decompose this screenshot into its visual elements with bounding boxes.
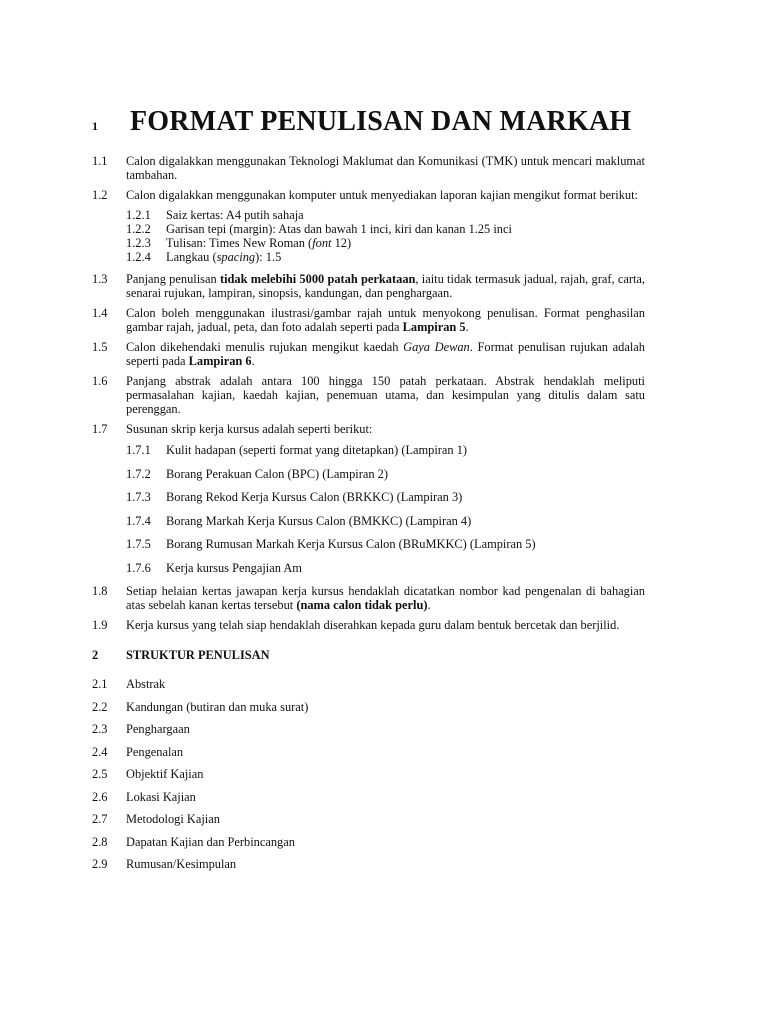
item-number: 2.4 (92, 744, 108, 759)
item-text: Calon digalakkan menggunakan komputer untuk menyediakan laporan kajian mengikut format berikut: (126, 188, 639, 202)
subitem-text: Borang Markah Kerja Kursus Calon (BMKKC) (Lampiran 4) (166, 513, 472, 528)
section-1-items (92, 154, 692, 632)
section-2-heading (92, 648, 692, 663)
subitem-text: Borang Rekod Kerja Kursus Calon (BRKKC) (Lampiran 3) (166, 490, 463, 504)
item-number: 2.6 (92, 789, 108, 804)
section-1-title: FORMAT PENULISAN DAN MARKAH (130, 106, 632, 137)
item-text-part: . Format penulisan rujukan adalah seperti pada (126, 340, 645, 368)
item-number: 1.2 (92, 188, 108, 202)
item-number: 2.2 (92, 699, 108, 714)
item-text-part: . (251, 354, 255, 368)
subitem-1-2-2 (126, 222, 692, 236)
sublist-1-7 (126, 443, 692, 575)
item-1-7 (92, 422, 692, 436)
subitem-text (166, 250, 281, 264)
subitem-text-part: ): 1.5 (255, 250, 282, 264)
item-number: 2.3 (92, 722, 108, 736)
section-2-items (92, 677, 692, 871)
item-number: 2.8 (92, 834, 108, 849)
item-text: Pengenalan (126, 744, 184, 759)
item-number: 1.8 (92, 584, 108, 598)
item-text: Calon digalakkan menggunakan Teknologi Maklumat dan Komunikasi (TMK) untuk mencari maklumat tambahan. (126, 154, 645, 182)
subitem-1-2-4 (126, 250, 692, 264)
subitem-number: 1.2.1 (126, 208, 151, 222)
sublist-1-2 (126, 208, 692, 264)
subitem-text: Borang Perakuan Calon (BPC) (Lampiran 2) (166, 466, 388, 481)
section-1-heading (92, 106, 692, 138)
item-text: Lokasi Kajian (126, 789, 196, 804)
subitem-1-7-4 (126, 514, 692, 528)
item-2-5 (92, 767, 692, 781)
item-text-part: Setiap helaian kertas jawapan kerja kursus hendaklah dicatatkan nombor kad pengenalan di bahagian atas sebelah kanan kertas tersebut (126, 584, 645, 612)
subitem-text: Saiz kertas: A4 putih sahaja (166, 208, 304, 222)
item-number: 2.7 (92, 812, 108, 826)
item-text-part: , iaitu tidak termasuk jadual, rajah, graf, carta, senarai rujukan, lampiran, sinopsis, kandungan, dan penghargaan. (126, 272, 645, 300)
item-number: 1.1 (92, 154, 108, 168)
subitem-number: 1.7.6 (126, 560, 151, 575)
item-text (126, 584, 645, 612)
item-text-bold: Lampiran 6 (188, 354, 252, 368)
subitem-1-2-1 (126, 208, 692, 222)
item-text: Kandungan (butiran dan muka surat) (126, 699, 309, 714)
item-text: Metodologi Kajian (126, 812, 220, 826)
subitem-number: 1.7.4 (126, 513, 151, 528)
item-1-9 (92, 618, 692, 632)
subitem-text-italic: spacing (216, 250, 256, 264)
item-1-2 (92, 188, 692, 202)
subitem-number: 1.2.2 (126, 222, 151, 236)
item-1-3 (92, 272, 692, 300)
subitem-text-part: 12) (331, 236, 352, 250)
item-text (126, 306, 645, 334)
item-number: 2.5 (92, 767, 108, 781)
item-2-6 (92, 790, 692, 804)
section-1-number: 1 (92, 119, 98, 133)
section-2-title: STRUKTUR PENULISAN (126, 648, 270, 662)
subitem-text: Kerja kursus Pengajian Am (166, 560, 302, 575)
subitem-number: 1.2.3 (126, 236, 151, 250)
section-2-number: 2 (92, 648, 99, 662)
item-number: 1.9 (92, 618, 108, 632)
item-text-bold: Lampiran 5 (402, 320, 466, 334)
item-1-5 (92, 340, 692, 368)
subitem-text: Borang Rumusan Markah Kerja Kursus Calon (BRuMKKC) (Lampiran 5) (166, 537, 536, 551)
subitem-text-part: Langkau ( (166, 250, 217, 264)
item-1-6 (92, 374, 692, 416)
subitem-1-7-2 (126, 467, 692, 481)
subitem-text-italic: font (312, 236, 332, 250)
item-text: Dapatan Kajian dan Perbincangan (126, 834, 295, 849)
item-text-part: Calon dikehendaki menulis rujukan mengikut kaedah (126, 340, 404, 354)
item-text: Penghargaan (126, 722, 190, 736)
item-number: 1.4 (92, 306, 108, 320)
item-number: 2.9 (92, 857, 108, 871)
item-number: 1.3 (92, 272, 108, 286)
item-text-bold: (nama calon tidak perlu) (296, 598, 428, 612)
subitem-1-7-6 (126, 561, 692, 575)
item-2-8 (92, 835, 692, 849)
item-2-4 (92, 745, 692, 759)
subitem-1-7-3 (126, 490, 692, 504)
item-text: Susunan skrip kerja kursus adalah seperti berikut: (126, 422, 373, 436)
item-text-bold: tidak melebihi 5000 patah perkataan (219, 272, 416, 286)
item-number: 1.5 (92, 340, 108, 354)
item-text (126, 272, 645, 300)
item-1-1 (92, 154, 692, 182)
item-number: 1.7 (92, 422, 108, 436)
subitem-number: 1.7.3 (126, 490, 151, 504)
item-2-2 (92, 700, 692, 714)
subitem-number: 1.7.1 (126, 443, 151, 457)
item-text-italic: Gaya Dewan (403, 340, 470, 354)
item-text-part: . (465, 320, 469, 334)
subitem-text-part: Tulisan: Times New Roman ( (166, 236, 313, 250)
item-2-3 (92, 722, 692, 736)
item-1-8 (92, 584, 692, 612)
subitem-text: Garisan tepi (margin): Atas dan bawah 1 inci, kiri dan kanan 1.25 inci (166, 222, 512, 236)
section-1 (92, 106, 692, 880)
subitem-text: Kulit hadapan (seperti format yang ditetapkan) (Lampiran 1) (166, 443, 468, 457)
item-text: Objektif Kajian (126, 767, 204, 781)
subitem-number: 1.7.5 (126, 537, 151, 551)
item-text: Rumusan/Kesimpulan (126, 857, 237, 871)
item-text-part: . (427, 598, 431, 612)
item-text (126, 340, 645, 368)
item-text-part: Panjang penulisan (126, 272, 220, 286)
subitem-1-2-3 (126, 236, 692, 250)
subitem-text (166, 236, 351, 250)
subitem-1-7-5 (126, 537, 692, 551)
item-2-1 (92, 677, 692, 691)
subitem-1-7-1 (126, 443, 692, 457)
item-text: Kerja kursus yang telah siap hendaklah diserahkan kepada guru dalam bentuk bercetak dan berjilid. (126, 618, 620, 632)
item-text-part: Calon boleh menggunakan ilustrasi/gambar rajah untuk menyokong penulisan. Format penghasilan gambar rajah, jadual, peta, dan foto adalah seperti pada (126, 306, 645, 334)
subitem-number: 1.2.4 (126, 250, 151, 264)
item-number: 2.1 (92, 677, 108, 691)
item-text: Abstrak (126, 677, 166, 691)
item-2-9 (92, 857, 692, 871)
subitem-number: 1.7.2 (126, 466, 151, 481)
item-number: 1.6 (92, 374, 108, 388)
item-1-4 (92, 306, 692, 334)
item-text: Panjang abstrak adalah antara 100 hingga 150 patah perkataan. Abstrak hendaklah meliputi permasalahan kajian, kaedah kajian, penemuan utama, dan kesimpulan yang ditulis dalam satu perenggan. (126, 374, 645, 416)
item-2-7 (92, 812, 692, 826)
